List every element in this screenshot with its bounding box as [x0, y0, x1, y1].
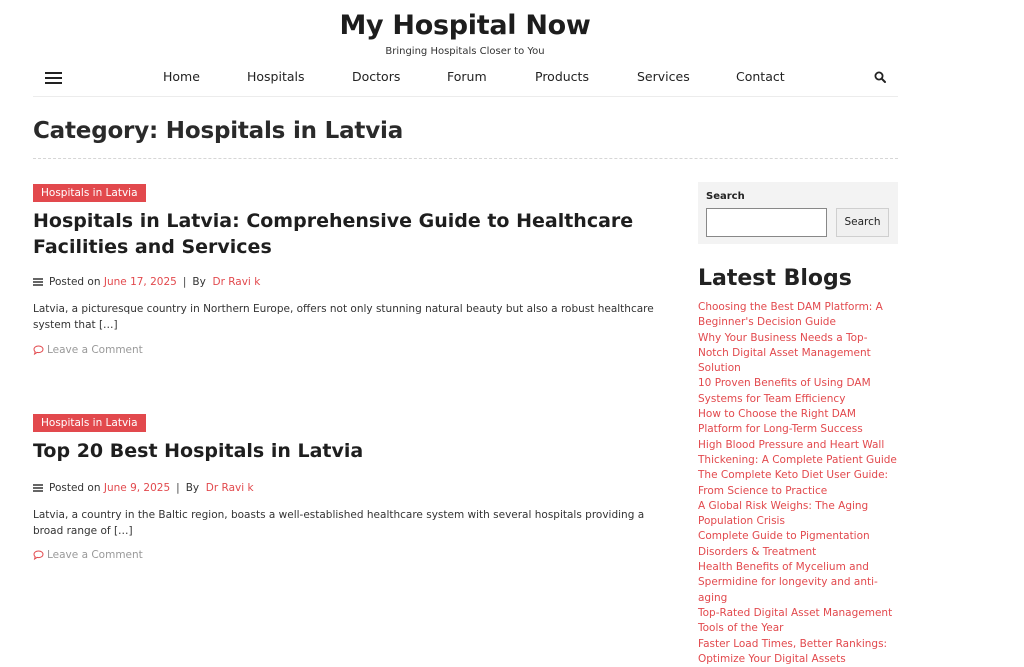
title-divider — [33, 158, 898, 159]
list-item[interactable]: The Complete Keto Diet User Guide: From Science to Practice — [698, 469, 889, 497]
post-author[interactable]: Dr Ravi k — [205, 482, 254, 494]
leave-comment-link[interactable] — [33, 549, 143, 561]
list-item[interactable]: Top-Rated Digital Asset Management Tools of the Year — [698, 606, 893, 635]
comment-icon — [33, 345, 44, 355]
list-item[interactable]: How to Choose the Right DAM Platform for Long-Term Success — [698, 408, 863, 436]
post-excerpt: Latvia, a picturesque country in Northern Europe, offers not only stunning natural beauty but also a robust healthcare system that […] — [33, 303, 654, 331]
site-title[interactable]: My Hospital Now — [339, 10, 591, 41]
post-title[interactable]: Hospitals in Latvia: Comprehensive Guide to Healthcare Facilities and Services — [33, 210, 634, 258]
post-excerpt: Latvia, a country in the Baltic region, boasts a well-established healthcare system with several hospitals providing a broad range of […] — [33, 509, 645, 537]
list-item[interactable]: High Blood Pressure and Heart Wall Thickening: A Complete Patient Guide — [698, 438, 897, 466]
comment-label[interactable]: Leave a Comment — [47, 344, 143, 356]
post-title[interactable]: Top 20 Best Hospitals in Latvia — [33, 440, 364, 462]
search-input[interactable] — [706, 208, 827, 237]
by-label: By — [185, 482, 200, 494]
posted-on-label: Posted on — [49, 482, 101, 494]
list-item[interactable]: Complete Guide to Pigmentation Disorders & Treatment — [698, 530, 870, 558]
list-item[interactable]: A Global Risk Weighs: The Aging Population Crisis — [698, 499, 869, 528]
nav-item-hospitals[interactable]: Hospitals — [247, 69, 305, 84]
meta-separator: | — [182, 276, 187, 288]
post-meta — [33, 482, 254, 494]
category-title: Category: Hospitals in Latvia — [33, 118, 404, 144]
list-item[interactable]: Health Benefits of Mycelium and Spermidine for longevity and anti-aging — [698, 561, 878, 604]
hamburger-menu-icon[interactable] — [45, 71, 62, 84]
comment-label[interactable]: Leave a Comment — [47, 549, 143, 561]
nav-item-services[interactable]: Services — [637, 69, 690, 84]
latest-blogs-heading: Latest Blogs — [698, 266, 852, 291]
sidebar-search-widget — [698, 182, 898, 244]
post-card — [33, 411, 663, 561]
comment-icon — [33, 550, 44, 560]
post-meta — [33, 276, 260, 288]
meta-separator: | — [176, 482, 180, 494]
nav-item-contact[interactable]: Contact — [736, 69, 785, 84]
nav-item-home[interactable]: Home — [163, 69, 200, 84]
nav-item-doctors[interactable]: Doctors — [352, 69, 401, 84]
post-card — [33, 181, 663, 356]
post-date[interactable]: June 17, 2025 — [103, 276, 177, 288]
list-item[interactable]: 10 Proven Benefits of Using DAM Systems for Team Efficiency — [698, 377, 871, 405]
post-author[interactable]: Dr Ravi k — [212, 276, 261, 288]
lines-icon — [33, 484, 43, 492]
leave-comment-link[interactable] — [33, 344, 143, 356]
lines-icon — [33, 278, 43, 286]
latest-blogs-list — [698, 300, 898, 667]
search-icon[interactable] — [874, 71, 886, 83]
post-category-tag[interactable]: Hospitals in Latvia — [33, 414, 146, 432]
nav-item-forum[interactable]: Forum — [447, 69, 487, 84]
main-navigation — [33, 62, 898, 97]
list-item[interactable]: Faster Load Times, Better Rankings: Optimize Your Digital Assets — [698, 637, 888, 665]
post-category-tag[interactable]: Hospitals in Latvia — [33, 184, 146, 202]
list-item[interactable]: Why Your Business Needs a Top-Notch Digital Asset Management Solution — [698, 331, 871, 375]
site-tagline: Bringing Hospitals Closer to You — [385, 46, 545, 57]
posted-on-label: Posted on — [49, 276, 101, 288]
by-label: By — [192, 276, 206, 288]
post-date[interactable]: June 9, 2025 — [103, 482, 171, 494]
list-item[interactable]: Choosing the Best DAM Platform: A Beginner's Decision Guide — [698, 301, 883, 329]
nav-item-products[interactable]: Products — [535, 69, 589, 84]
search-widget-label: Search — [706, 191, 745, 202]
search-button[interactable]: Search — [836, 208, 889, 237]
